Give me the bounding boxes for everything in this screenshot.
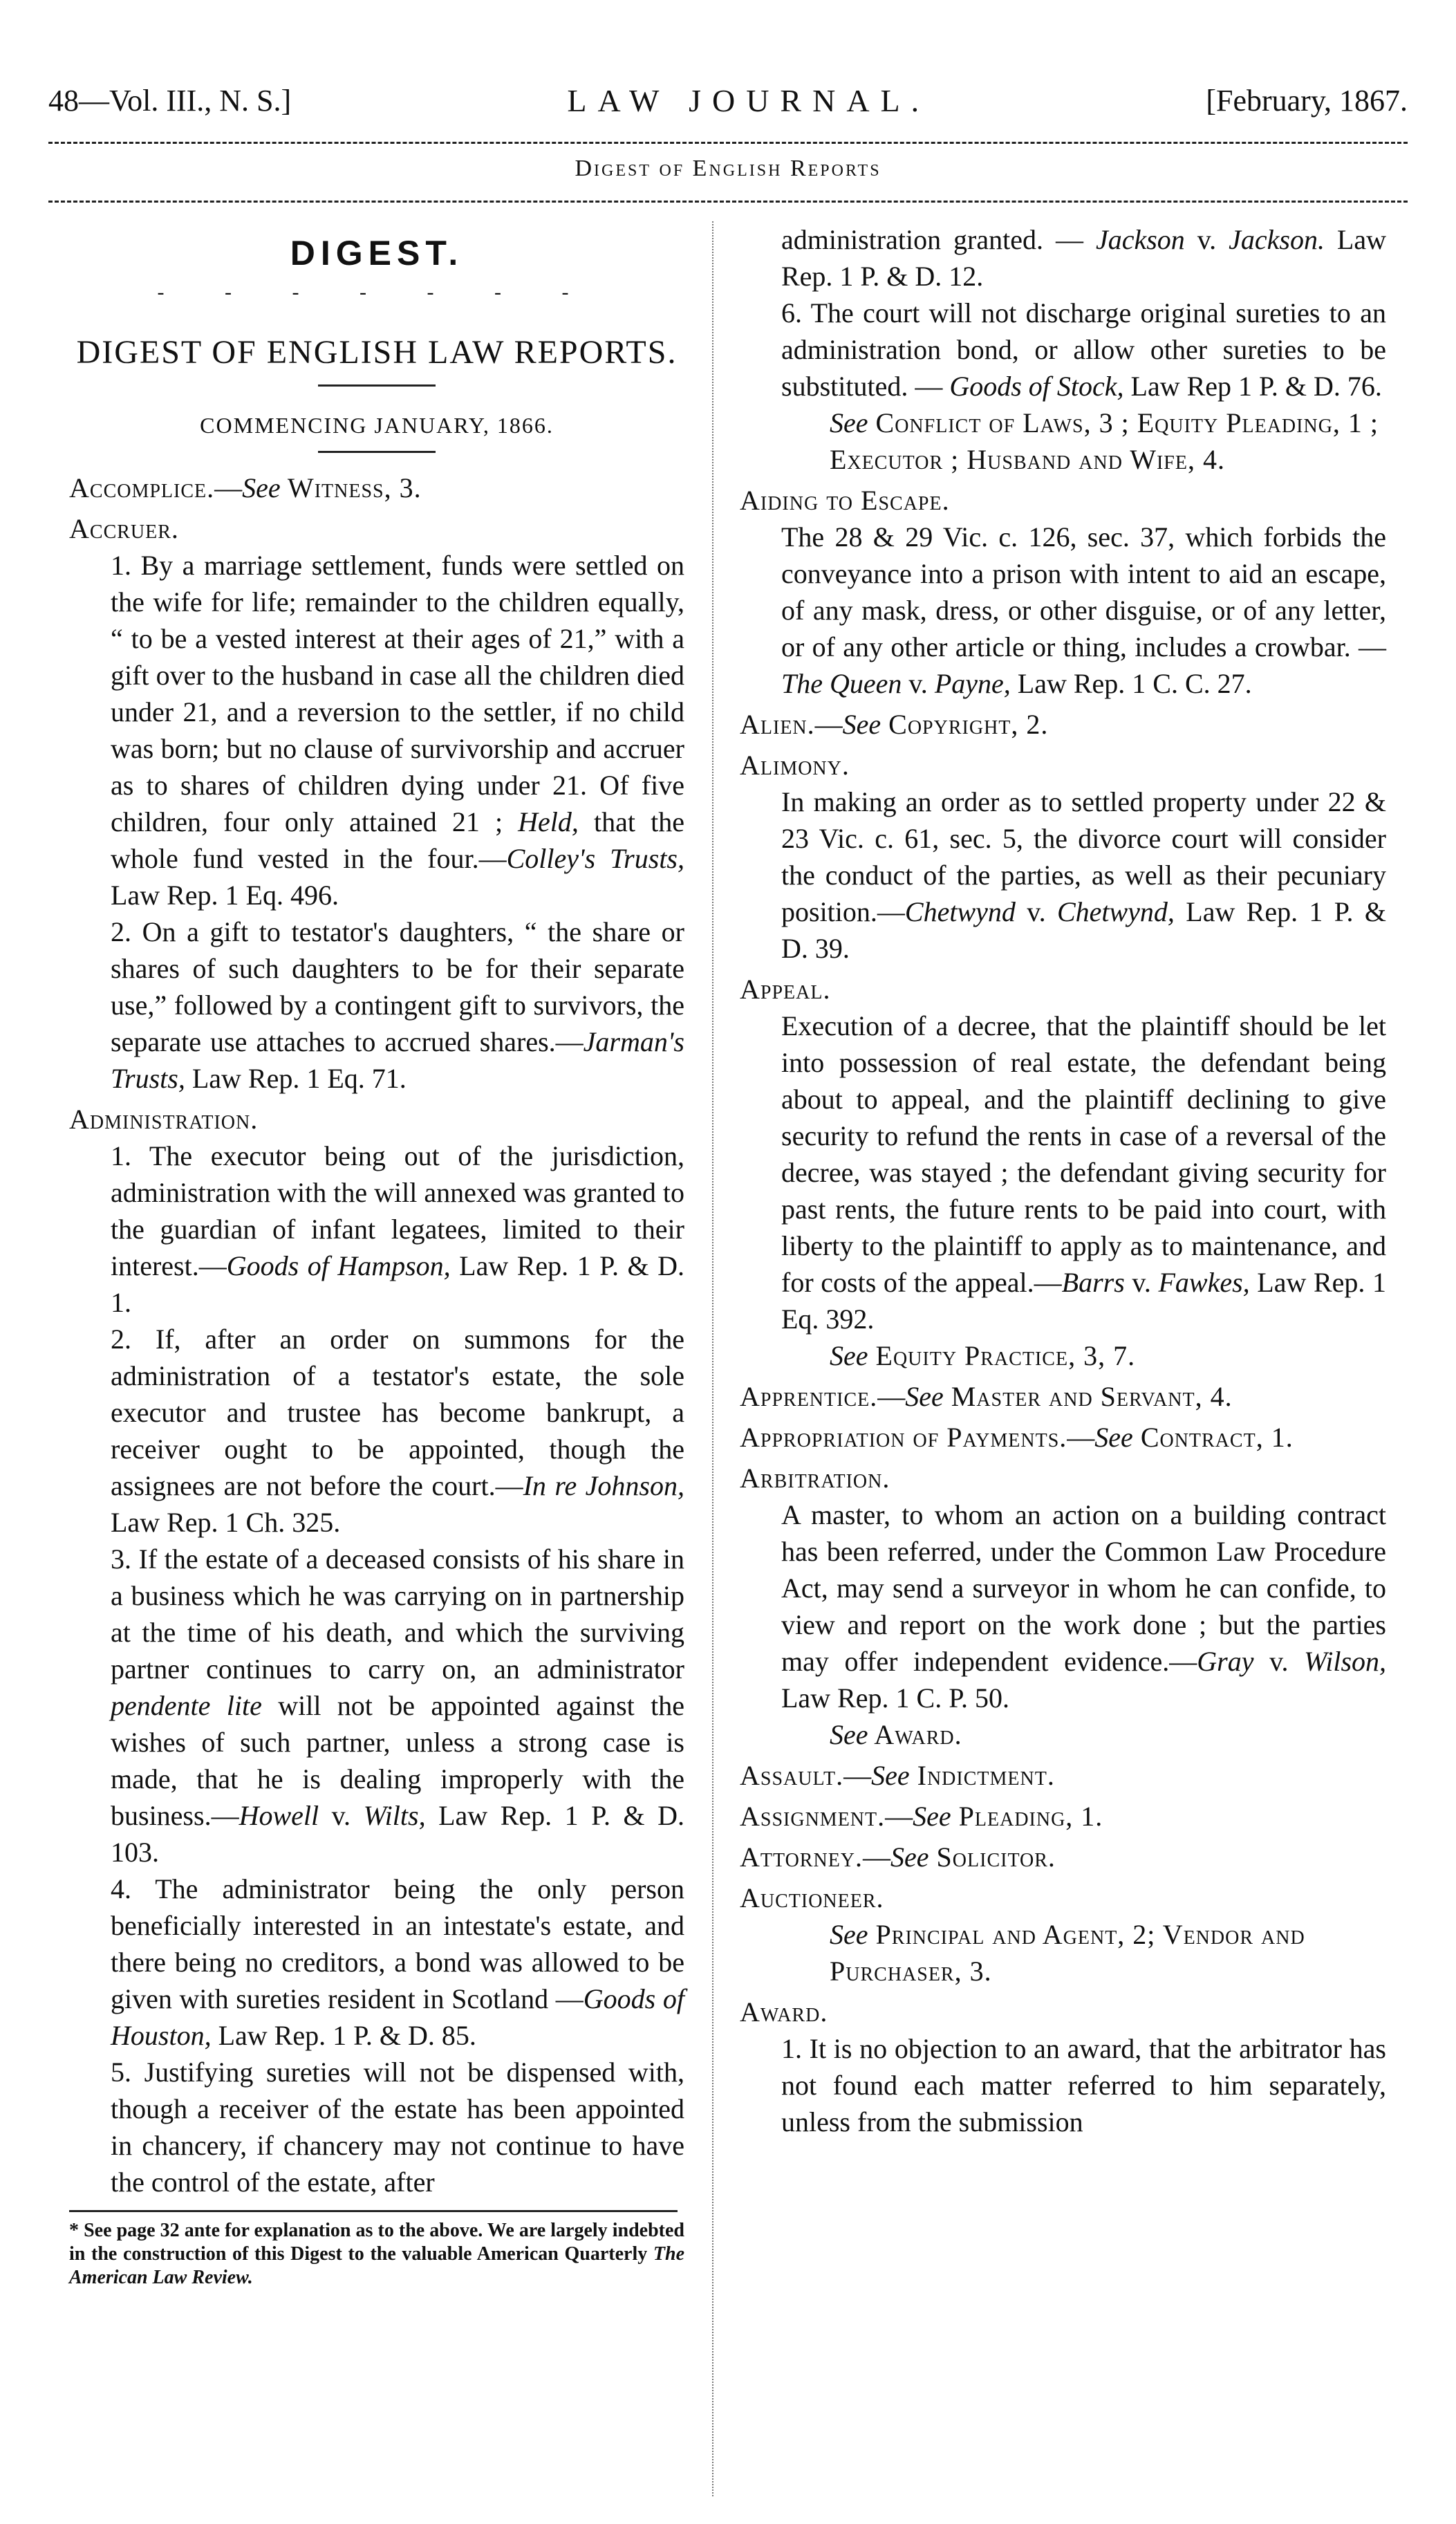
aiding-para: The 28 & 29 Vic. c. 126, sec. 37, which forbids the conveyance into a prison with intent to aid an escape, of any mask, dress, or other disguise, or of any letter, or of any other article or thing, includes a crowbar. — The Queen v. Payne, Law Rep. 1 C. C. 27. [781, 521, 1386, 699]
administration-para-4: 4. The administrator being the only person beneficially interested in an intestate's estate, and there being no creditors, a bond was allowed to be given with sureties resident in Scotland —Goods of Houston, Law Rep. 1 P. & D. 85. [111, 1873, 684, 2051]
header-rule-bottom [48, 201, 1408, 203]
administration-para-3: 3. If the estate of a deceased consists of his share in a business which he was carrying on in partnership at the time of his death, and which the surviving partner continues to carry on, an administrator pendente lite will not be appointed against the wishes of such partner, unless a strong case is made, that he is dealing improperly with the business.—Howell v. Wilts, Law Rep. 1 P. & D. 103. [111, 1543, 685, 1868]
left-column [69, 221, 684, 2290]
header-volume: 48—Vol. III., N. S.] [48, 83, 292, 118]
administration-para-1: 1. The executor being out of the jurisdiction, administration with the will annexed was granted to the guardian of infant legatees, limited to their interest.—Goods of Hampson, Law Rep. 1 P. & D. 1. [111, 1140, 684, 1318]
heading-award: Award. [740, 1996, 828, 2027]
right-column [740, 221, 1386, 2140]
commencing-rule [318, 451, 436, 453]
section-subheader: Digest of English Reports [575, 156, 881, 181]
heading-appeal: Appeal. [740, 974, 831, 1005]
heading-alimony: Alimony. [740, 750, 850, 781]
header-date: [February, 1867. [1206, 83, 1408, 118]
digest-subtitle: DIGEST OF ENGLISH LAW REPORTS. [76, 334, 678, 371]
accruer-para-2: 2. On a gift to testator's daughters, “ the share or shares of such daughters to be for their separate use,” followed by a contingent gift to survivors, the separate use attaches to accrued shares.—Jarman's Trusts, Law Rep. 1 Eq. 71. [111, 916, 684, 1094]
heading-administration: Administration. [69, 1104, 259, 1135]
digest-title: DIGEST. [290, 234, 464, 272]
title-rule [318, 384, 436, 387]
appeal-see-also: See Equity Practice, 3, 7. [830, 1340, 1136, 1371]
entry-attorney: Attorney.—See Solicitor. [740, 1841, 1056, 1873]
header-rule-top [48, 142, 1408, 144]
administration-para-6: 6. The court will not discharge original sureties to an administration bond, or allow other sureties to be substituted. — Goods of Stock, Law Rep 1 P. & D. 76. [781, 297, 1386, 402]
auctioneer-see-also: See Principal and Agent, 2; Vendor and Purchaser, 3. [830, 1919, 1305, 1987]
award-para-1: 1. It is no objection to an award, that the arbitrator has not found each matter referred to him separately, unless from the submission [781, 2033, 1386, 2137]
heading-aiding-to-escape: Aiding to Escape. [740, 485, 950, 516]
entry-accomplice: Accomplice.—See Witness, 3. [69, 472, 422, 503]
entry-appropriation: Appropriation of Payments.—See Contract, 1. [740, 1422, 1294, 1453]
entry-apprentice: Apprentice.—See Master and Servant, 4. [740, 1381, 1233, 1412]
running-header [48, 76, 1408, 124]
entry-assignment: Assignment.—See Pleading, 1. [740, 1801, 1103, 1832]
arbitration-para: A master, to whom an action on a building contract has been referred, under the Common Law Procedure Act, may send a surveyor in whom he can confide, to view and report on the work done ; but the parties may offer independent evidence.—Gray v. Wilson, Law Rep. 1 C. P. 50. [781, 1499, 1387, 1714]
alimony-para: In making an order as to settled property under 22 & 23 Vic. c. 61, sec. 5, the divorce court will consider the conduct of the parties, as well as their pecuniary position.—Chetwynd v. Chetwynd, Law Rep. 1 P. & D. 39. [781, 786, 1387, 964]
accruer-para-1: 1. By a marriage settlement, funds were settled on the wife for life; remainder to the children equally, “ to be a vested interest at their ages of 21,” with a gift over to the husband in case all the children died under 21, and a reversion to the settler, if no child was born; but no clause of survivorship and accruer as to shares of children dying under 21. Of five children, four only attained 21 ; Held, that the whole fund vested in the four.—Colley's Trusts, Law Rep. 1 Eq. 496. [111, 550, 684, 911]
column-divider [712, 221, 713, 2496]
ornamental-dots: - - - - - - - [157, 281, 597, 304]
footnote-rule [69, 2210, 678, 2212]
heading-arbitration: Arbitration. [740, 1463, 890, 1494]
entry-alien: Alien.—See Copyright, 2. [740, 709, 1049, 740]
appeal-para: Execution of a decree, that the plaintiff should be let into possession of real estate, the defendant being about to appeal, and the plaintiff declining to give security to refund the rents in case of a reversal of the decree, was stayed ; the defendant giving security for past rents, the future rents to be paid into court, with liberty to the plaintiff to apply as to maintenance, and for costs of the appeal.—Barrs v. Fawkes, Law Rep. 1 Eq. 392. [781, 1010, 1386, 1335]
administration-para-5: 5. Justifying sureties will not be dispensed with, though a receiver of the estate has been appointed in chancery, if chancery may not continue to have the control of the estate, after [111, 2057, 684, 2198]
heading-accomplice: Accomplice. [69, 472, 215, 503]
arbitration-see-also: See Award. [830, 1719, 962, 1750]
journal-title: LAW JOURNAL. [567, 82, 931, 118]
entry-assault: Assault.—See Indictment. [740, 1760, 1055, 1791]
commencing-line: COMMENCING JANUARY, 1866. [200, 413, 554, 438]
heading-accruer: Accruer. [69, 513, 179, 544]
administration-para-5-continued: administration granted. — Jackson v. Jackson. Law Rep. 1 P. & D. 12. [781, 224, 1387, 292]
heading-auctioneer: Auctioneer. [740, 1882, 884, 1913]
footnote: * See page 32 ante for explanation as to the above. We are largely indebted in the construction of this Digest to the valuable American Quarterly The American Law Review. [69, 2220, 684, 2288]
administration-see-also: See Conflict of Laws, 3 ; Equity Pleading, 1 ; Executor ; Husband and Wife, 4. [830, 407, 1379, 475]
administration-para-2: 2. If, after an order on summons for the administration of a testator's estate, the sole executor and trustee has become bankrupt, a receiver ought to be appointed, though the assignees are not before the court.—In re Johnson, Law Rep. 1 Ch. 325. [111, 1324, 684, 1538]
